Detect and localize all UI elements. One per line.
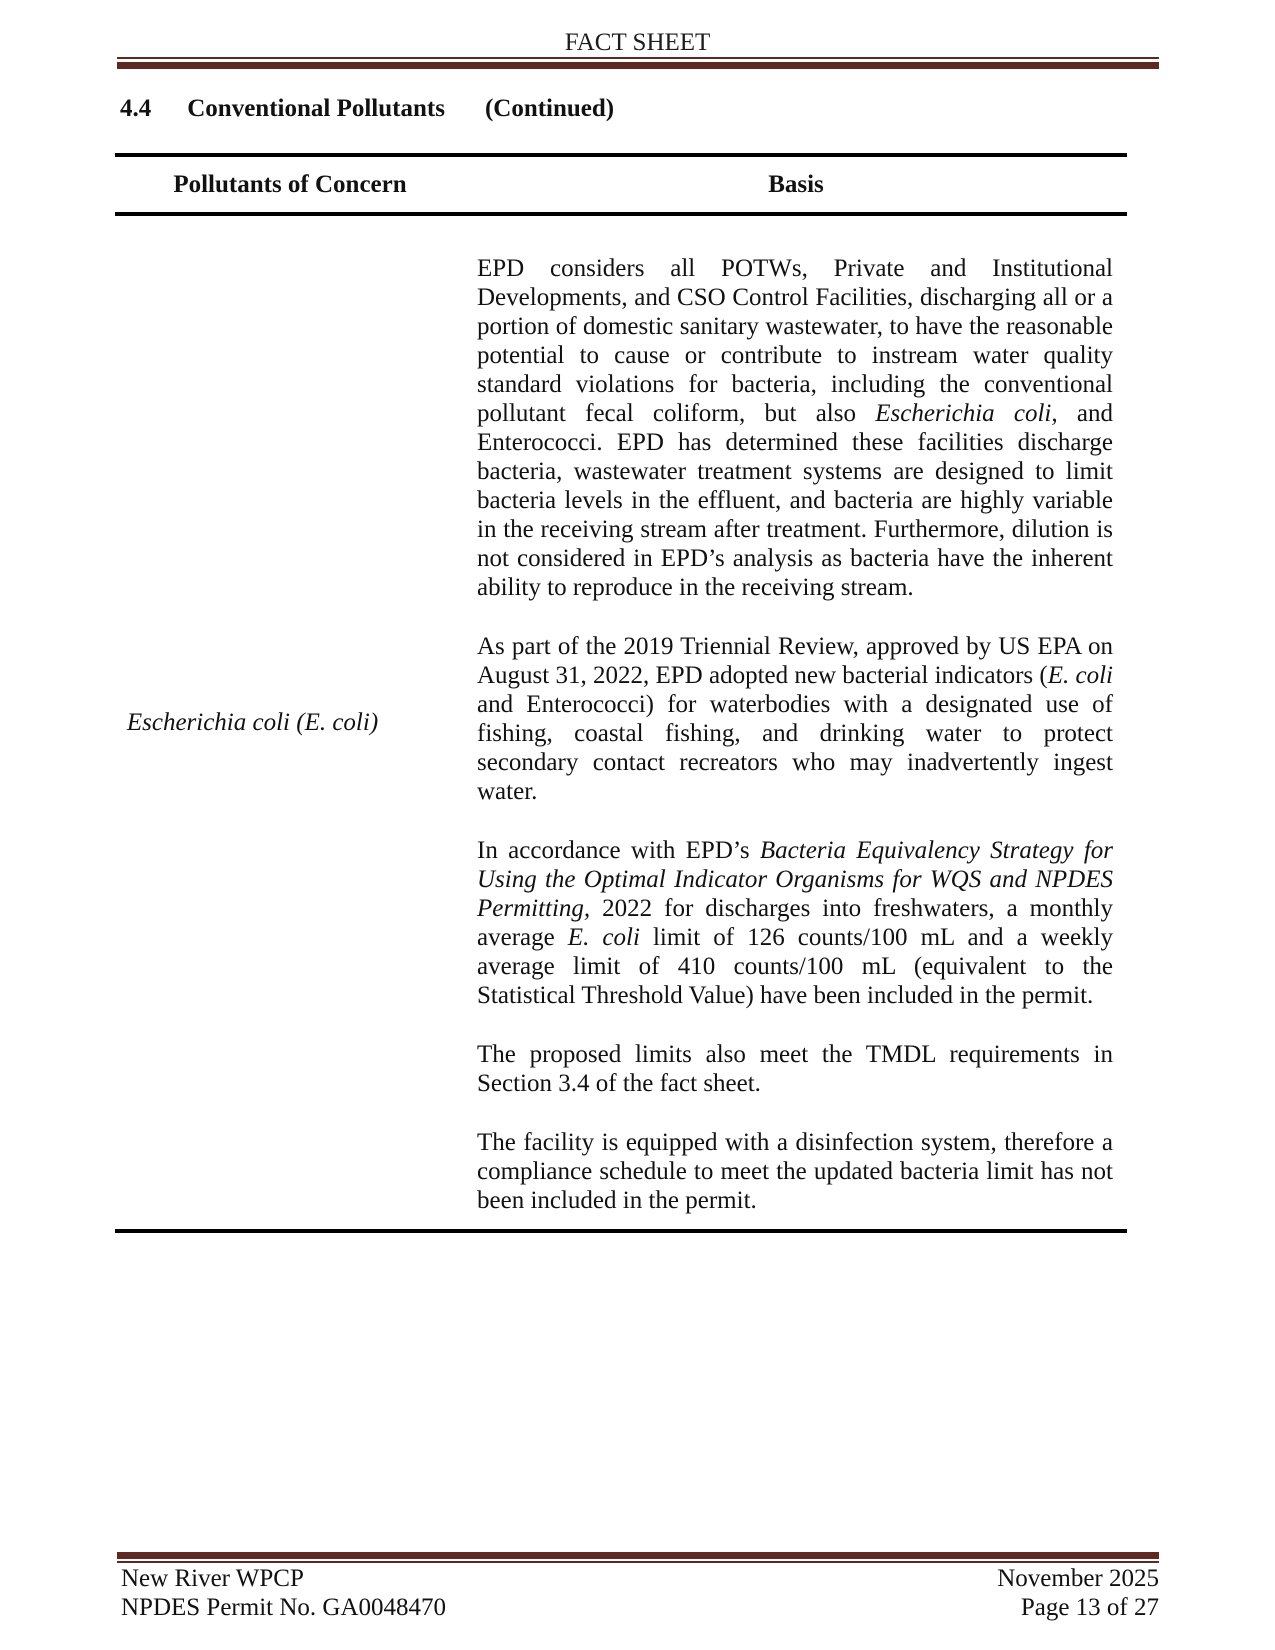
column-header-pollutants: Pollutants of Concern <box>173 171 407 198</box>
footer-date: November 2025 <box>997 1565 1159 1592</box>
page-title: FACT SHEET <box>564 29 711 56</box>
section-heading <box>120 95 614 123</box>
footer-page-number: Page 13 of 27 <box>1020 1594 1159 1621</box>
basis-cell <box>465 216 1127 1229</box>
footer-left-block <box>117 1564 446 1622</box>
section-continued: (Continued) <box>484 95 615 122</box>
column-header-basis: Basis <box>768 171 824 198</box>
footer-double-rule <box>117 1552 1159 1563</box>
basis-paragraph: In accordance with EPD’s Bacteria Equivalency Strategy for Using the Optimal Indicator Organisms for WQS and NPDES Permitting, 2022 for discharges into freshwaters, a monthly average E. coli limit of 126 counts/100 mL and a weekly average limit of 410 counts/100 mL (equivalent to the Statistical Threshold Value) have been included in the permit. <box>477 837 1113 1009</box>
table-bottom-rule <box>115 1229 1127 1233</box>
table-header-row <box>115 157 1127 212</box>
basis-paragraph: The facility is equipped with a disinfection system, therefore a compliance schedule to meet the updated bacteria limit has not been included in the permit. <box>477 1129 1113 1214</box>
section-title: Conventional Pollutants <box>187 95 445 122</box>
footer-right-block <box>997 1564 1159 1622</box>
header-double-rule <box>117 57 1159 69</box>
footer-permit-number: NPDES Permit No. GA0048470 <box>121 1594 447 1621</box>
pollutant-name-cell: Escherichia coli (E. coli) <box>126 708 379 736</box>
page-footer <box>117 1564 1159 1622</box>
table-row <box>115 216 1127 1229</box>
pollutants-table <box>115 153 1127 1233</box>
basis-paragraph: EPD considers all POTWs, Private and Institutional Developments, and CSO Control Facilities, discharging all or a portion of domestic sanitary wastewater, to have the reasonable potential to cause or contribute to instream water quality standard violations for bacteria, including the conventional pollutant fecal coliform, but also Escherichia coli, and Enterococci. EPD has determined these facilities discharge bacteria, wastewater treatment systems are designed to limit bacteria levels in the effluent, and bacteria are highly variable in the receiving stream after treatment. Furthermore, dilution is not considered in EPD’s analysis as bacteria have the inherent ability to reproduce in the receiving stream. <box>477 255 1113 601</box>
basis-paragraph: As part of the 2019 Triennial Review, approved by US EPA on August 31, 2022, EPD adopted new bacterial indicators (E. coli and Enterococci) for waterbodies with a designated use of fishing, coastal fishing, and drinking water to protect secondary contact recreators who may inadvertently ingest water. <box>477 633 1113 805</box>
footer-facility-name: New River WPCP <box>121 1565 304 1592</box>
basis-paragraph: The proposed limits also meet the TMDL requirements in Section 3.4 of the fact sheet. <box>477 1041 1113 1097</box>
section-number: 4.4 <box>120 95 152 122</box>
